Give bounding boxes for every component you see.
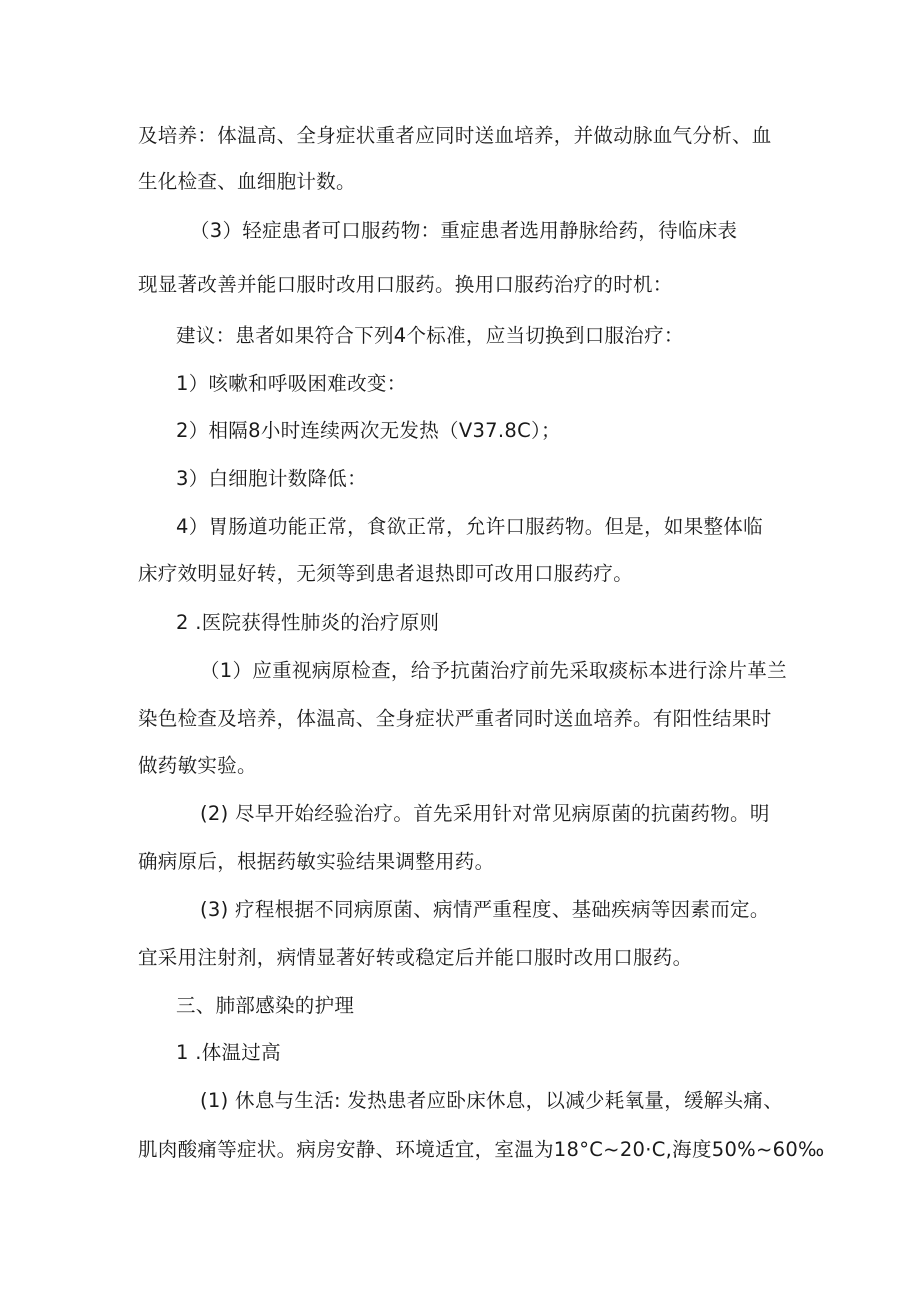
text-line: 2 .医院获得性肺炎的治疗原则 <box>176 611 440 634</box>
text-line: 做药敏实验。 <box>138 754 257 777</box>
text-line: 1 .体温过高 <box>176 1041 281 1064</box>
text-line: 2）相隔8小时连续两次无发热（V37.8C）； <box>176 419 561 442</box>
text-line: (1) 休息与生活: 发热患者应卧床休息，以减少耗氧量，缓解头痛、 <box>200 1089 783 1112</box>
text-line: 染色检查及培养，体温高、全身症状严重者同时送血培养。有阳性结果时 <box>138 707 772 730</box>
text-line: 生化检查、血细胞计数。 <box>138 170 356 193</box>
text-line: 确病原后，根据药敏实验结果调整用药。 <box>138 850 495 873</box>
text-line: 三、肺部感染的护理 <box>176 994 355 1017</box>
text-line: （3）轻症患者可口服药物：重症患者选用静脉给药，待临床表 <box>190 219 738 242</box>
text-line: 床疗效明显好转，无须等到患者退热即可改用口服药疗。 <box>138 562 634 585</box>
text-line: 宜采用注射剂，病情显著好转或稳定后并能口服时改用口服药。 <box>138 946 693 969</box>
text-line: 1）咳嗽和呼吸困难改变： <box>176 372 407 395</box>
text-line: (2) 尽早开始经验治疗。首先采用针对常见病原菌的抗菌药物。明 <box>200 802 770 825</box>
text-line: 3）白细胞计数降低： <box>176 467 367 490</box>
text-line: (3) 疗程根据不同病原菌、病情严重程度、基础疾病等因素而定。 <box>200 898 770 921</box>
text-line: 肌肉酸痛等症状。病房安静、环境适宜，室温为18°C~20·C,海度50%~60‰ <box>138 1138 825 1161</box>
text-line: 现显著改善并能口服时改用口服药。换用口服药治疗的时机： <box>138 273 673 296</box>
text-line: （1）应重视病原检查，给予抗菌治疗前先采取痰标本进行涂片革兰 <box>200 659 787 682</box>
text-line: 及培养：体温高、全身症状重者应同时送血培养，并做动脉血气分析、血 <box>138 124 772 147</box>
text-line: 建议：患者如果符合下列4个标准，应当切换到口服治疗： <box>176 324 684 347</box>
text-line: 4）胃肠道功能正常，食欲正常，允许口服药物。但是，如果整体临 <box>176 515 763 538</box>
